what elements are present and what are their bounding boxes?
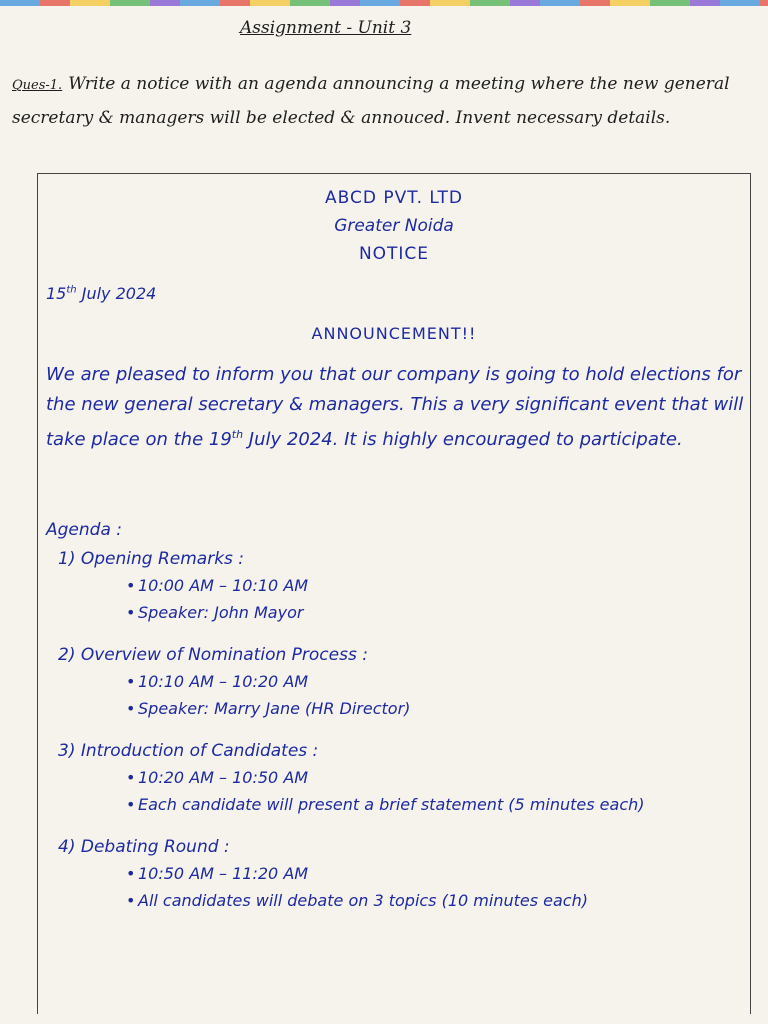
agenda-list	[58, 546, 738, 930]
date-suffix: th	[66, 284, 77, 296]
agenda-item-bullets	[58, 572, 738, 626]
company-name: ABCD PVT. LTD	[324, 188, 464, 208]
agenda-bullet: • 10:10 AM – 10:20 AM	[138, 668, 738, 695]
agenda-item-heading: 2) Overview of Nomination Process :	[58, 645, 368, 665]
agenda-item-heading: 1) Opening Remarks :	[58, 549, 245, 569]
agenda-bullet: • 10:50 AM – 11:20 AM	[138, 860, 738, 887]
date-day: 15	[46, 284, 67, 303]
agenda-item	[58, 546, 738, 626]
body-text-part2: July 2024. It is highly encouraged to participate.	[243, 429, 683, 450]
notice-body	[46, 360, 746, 455]
agenda-item	[58, 642, 738, 722]
agenda-item	[58, 834, 738, 914]
notice-box	[37, 173, 751, 1014]
body-date-suffix: th	[231, 428, 244, 441]
agenda-bullet: • Each candidate will present a brief statement (5 minutes each)	[138, 791, 738, 818]
agenda-title: Agenda :	[46, 520, 122, 540]
body-text-part1: We are pleased to inform you that our company is going to hold elections for the new general secretary & managers. This a very significant event that will take place on the 19	[46, 364, 744, 450]
page-title: Assignment - Unit 3	[240, 18, 412, 38]
agenda-item	[58, 738, 738, 818]
notice-title: NOTICE	[358, 244, 430, 264]
notice-date	[46, 284, 156, 303]
agenda-bullet: • 10:00 AM – 10:10 AM	[138, 572, 738, 599]
agenda-item-bullets	[58, 668, 738, 722]
colored-page-edge	[0, 0, 768, 6]
question-text: Write a notice with an agenda announcing a meeting where the new general secretary & managers will be elected & annouced. Invent necessary details.	[12, 74, 730, 128]
agenda-bullet: • Speaker: John Mayor	[138, 599, 738, 626]
company-location: Greater Noida	[334, 216, 454, 236]
agenda-bullet: • 10:20 AM – 10:50 AM	[138, 764, 738, 791]
announcement-heading: ANNOUNCEMENT!!	[311, 324, 477, 343]
agenda-item-heading: 3) Introduction of Candidates :	[58, 741, 319, 761]
agenda-item-bullets	[58, 764, 738, 818]
question-label: Ques-1.	[12, 78, 63, 93]
agenda-bullet: • All candidates will debate on 3 topics (10 minutes each)	[138, 887, 738, 914]
agenda-item-heading: 4) Debating Round :	[58, 837, 230, 857]
agenda-item-bullets	[58, 860, 738, 914]
agenda-bullet: • Speaker: Marry Jane (HR Director)	[138, 695, 738, 722]
question	[12, 68, 762, 135]
date-month-year: July 2024	[81, 284, 157, 303]
